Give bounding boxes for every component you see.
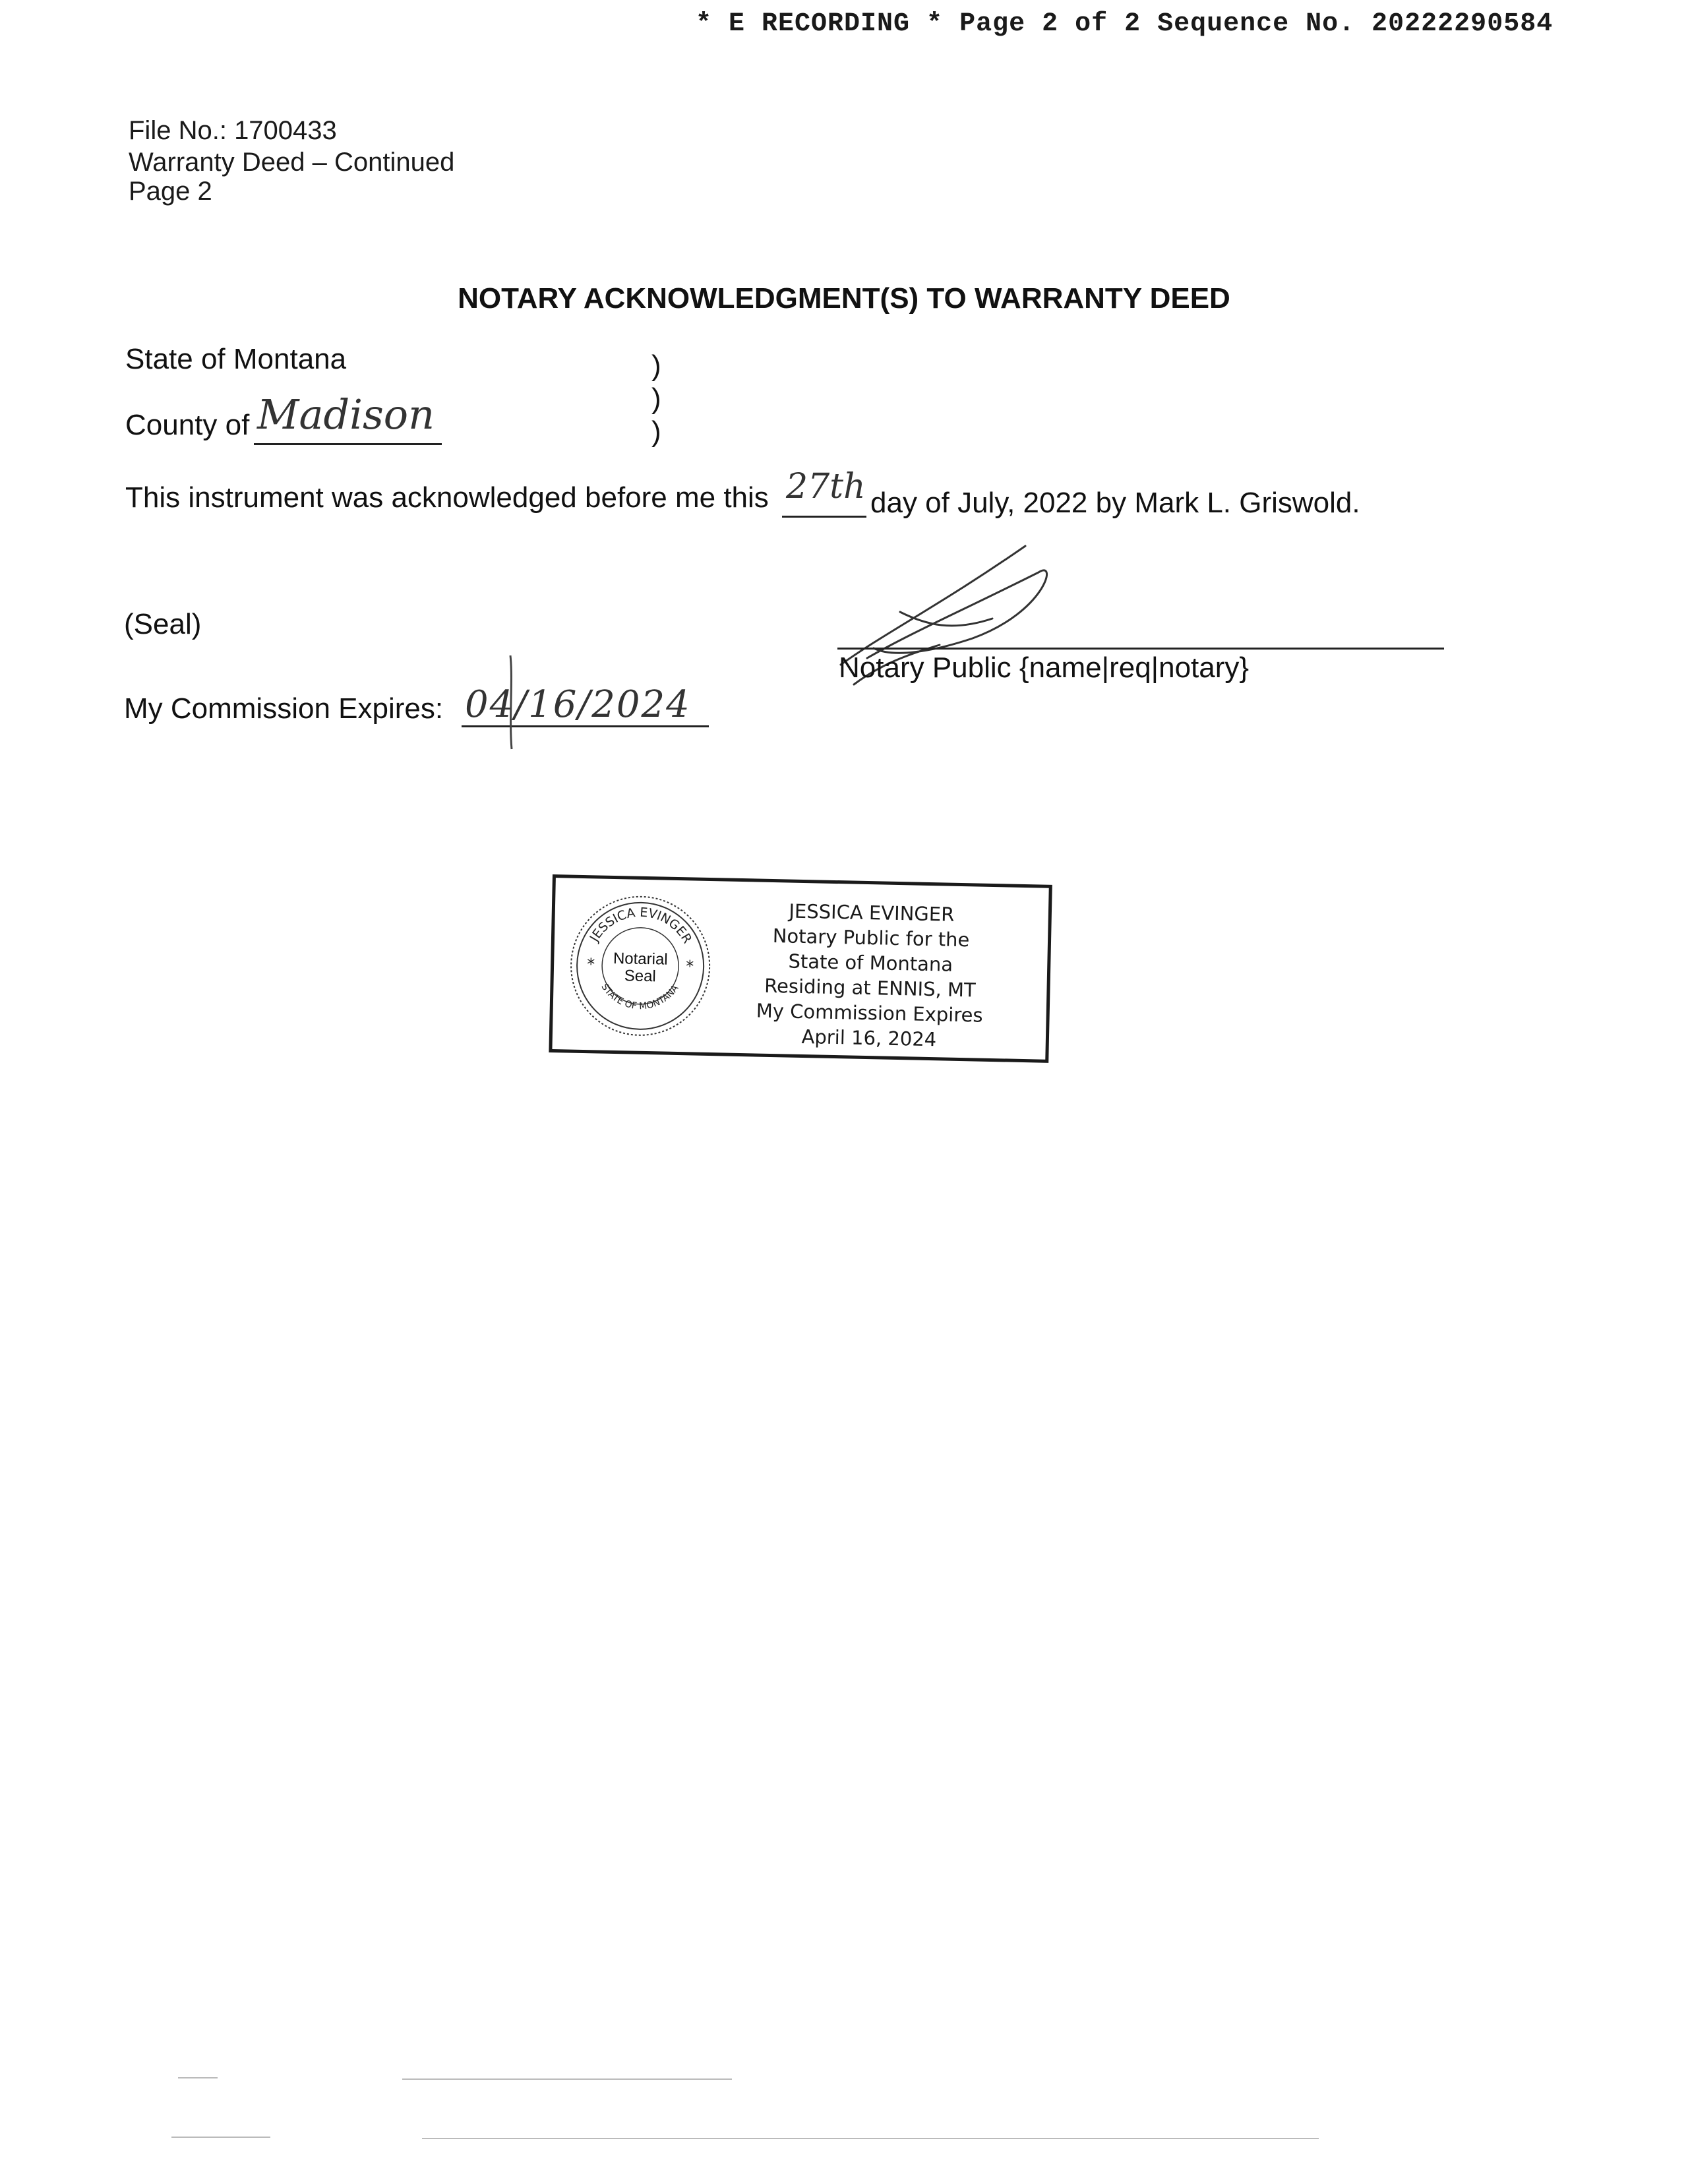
scan-artifact: [178, 2077, 218, 2078]
svg-text:STATE OF MONTANA: [599, 981, 681, 1012]
county-label: County of: [125, 409, 250, 441]
commission-label: My Commission Expires:: [124, 692, 444, 725]
notarial-seal: [566, 892, 715, 1041]
svg-text:*: *: [586, 955, 595, 974]
file-number: 1700433: [234, 116, 337, 145]
venue-paren: ): [651, 349, 661, 382]
seal-center-line1: Notarial: [613, 949, 668, 969]
recording-header: * E RECORDING * Page 2 of 2 Sequence No. 20222290584: [696, 9, 1553, 39]
county-handwritten: Madison: [257, 390, 435, 439]
scan-artifact: [422, 2138, 1319, 2139]
stamp-text-block: [731, 897, 1011, 1054]
commission-date-handwritten: 04/16/2024: [465, 683, 691, 726]
county-underline: [254, 443, 442, 445]
acknowledgment-suffix: day of July, 2022 by Mark L. Griswold.: [870, 487, 1360, 519]
county-line: [125, 409, 249, 442]
notary-stamp: [549, 874, 1052, 1063]
document-continued: Warranty Deed – Continued: [129, 148, 455, 177]
venue-paren: ): [651, 415, 661, 448]
seal-center-line2: Seal: [624, 967, 657, 986]
svg-text:*: *: [685, 957, 694, 976]
file-number-line: [129, 115, 337, 146]
stamp-line: April 16, 2024: [801, 1025, 937, 1051]
stamp-line: State of Montana: [788, 950, 953, 976]
day-handwritten: 27th: [786, 467, 866, 506]
day-underline: [782, 516, 866, 518]
scan-artifact: [171, 2137, 270, 2138]
stamp-line: Notary Public for the: [772, 925, 970, 952]
venue-paren: ): [651, 382, 661, 415]
page-indicator: Page 2: [129, 177, 212, 206]
file-number-label: File No.:: [129, 116, 227, 145]
stamp-line: JESSICA EVINGER: [789, 899, 955, 926]
stamp-line: My Commission Expires: [756, 999, 983, 1027]
stamp-line: Residing at ENNIS, MT: [764, 974, 977, 1002]
signature-line-label: Notary Public {name|req|notary}: [839, 652, 1250, 684]
scan-artifact: [402, 2078, 732, 2080]
seal-ring-bottom: STATE OF MONTANA: [599, 982, 681, 1012]
seal-label: (Seal): [124, 608, 202, 640]
acknowledgment-prefix: This instrument was acknowledged before me this: [125, 481, 769, 514]
state-line: State of Montana: [125, 343, 347, 375]
handwritten-stroke: [501, 653, 521, 752]
commission-underline: [462, 725, 709, 727]
document-title: NOTARY ACKNOWLEDGMENT(S) TO WARRANTY DEED: [458, 282, 1230, 315]
signature-line: [837, 648, 1444, 650]
seal-ring-top: JESSICA EVINGER: [587, 905, 695, 946]
svg-text:JESSICA EVINGER: [587, 904, 696, 947]
